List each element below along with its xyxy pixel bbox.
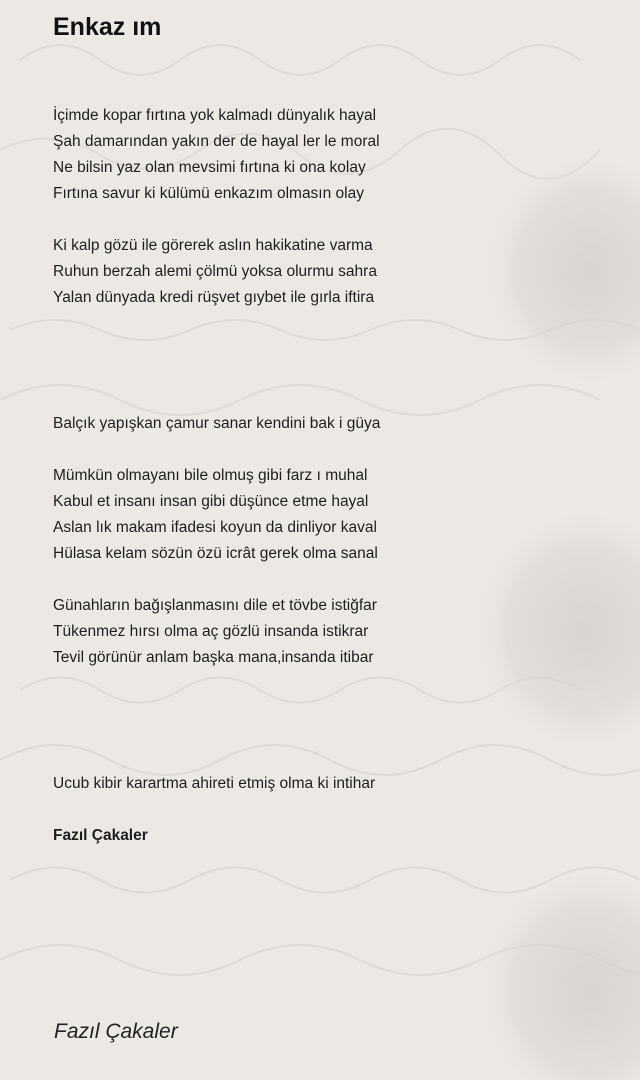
poem-line: İçimde kopar fırtına yok kalmadı dünyalık hayal [53,107,377,124]
poem-line: Fırtına savur ki külümü enkazım olmasın olay [53,185,364,202]
poem-line: Tevil görünür anlam başka mana,insanda itibar [53,649,374,666]
poem-line: Aslan lık makam ifadesi koyun da dinliyor kaval [53,519,377,536]
poem-line: Balçık yapışkan çamur sanar kendini bak i güya [53,415,381,432]
poem-author: Fazıl Çakaler [53,827,148,844]
poem-line: Hülasa kelam sözün özü icrât gerek olma sanal [53,545,378,562]
poem-line: Günahların bağışlanmasını dile et tövbe istiğfar [53,597,377,614]
poem-line: Mümkün olmayanı bile olmuş gibi farz ı muhal [53,467,368,484]
poem-line: Yalan dünyada kredi rüşvet gıybet ile gırla iftira [53,289,375,306]
author-signature: Fazıl Çakaler [54,1020,178,1043]
poem-line: Kabul et insanı insan gibi düşünce etme hayal [53,493,369,510]
poem-line: Ucub kibir karartma ahireti etmiş olma ki intihar [53,775,376,792]
poem-line: Ruhun berzah alemi çölmü yoksa olurmu sahra [53,263,377,280]
poem-line: Ki kalp gözü ile görerek aslın hakikatine varma [53,237,373,254]
poem-line: Şah damarından yakın der de hayal ler le moral [53,133,380,150]
poem-line: Ne bilsin yaz olan mevsimi fırtına ki ona kolay [53,159,366,176]
poem-title: Enkaz ım [53,13,162,41]
poem-line: Tükenmez hırsı olma aç gözlü insanda istikrar [53,623,369,640]
